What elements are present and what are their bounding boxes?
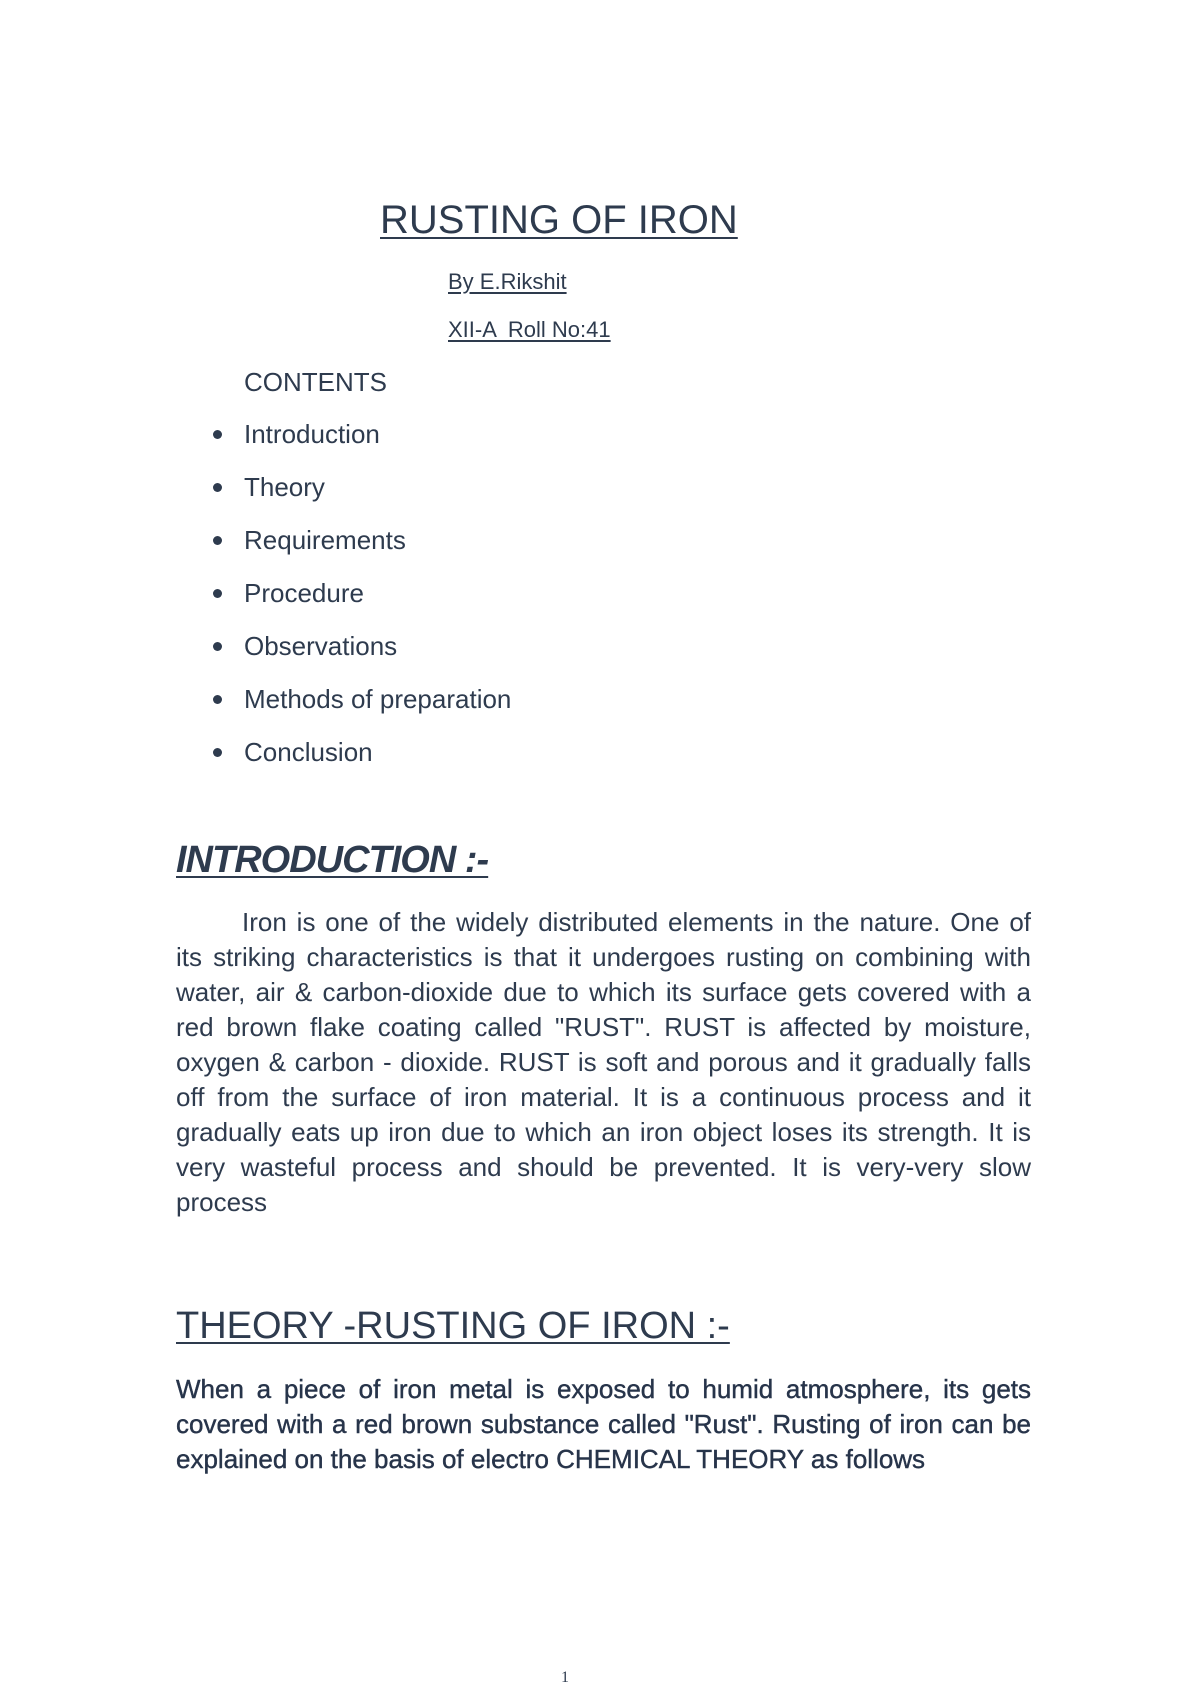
contents-item-label: Procedure bbox=[244, 578, 364, 608]
contents-item-label: Introduction bbox=[244, 419, 380, 449]
bullet-icon bbox=[213, 589, 222, 598]
list-item bbox=[206, 630, 511, 683]
contents-item-label: Requirements bbox=[244, 525, 406, 555]
contents-list bbox=[206, 418, 511, 789]
bullet-icon bbox=[213, 430, 222, 439]
list-item bbox=[206, 471, 511, 524]
theory-heading: THEORY -RUSTING OF IRON :- bbox=[176, 1305, 730, 1347]
list-item bbox=[206, 524, 511, 577]
introduction-heading: INTRODUCTION :- bbox=[176, 839, 489, 881]
theory-paragraph: When a piece of iron metal is exposed to humid atmosphere, its gets covered with a red brown substance called "Rust". Rusting of iron can be explained on the basis of electro CHEMICAL THEORY as follows bbox=[176, 1374, 1031, 1474]
list-item bbox=[206, 418, 511, 471]
bullet-icon bbox=[213, 483, 222, 492]
contents-item-label: Theory bbox=[244, 472, 325, 502]
contents-heading: CONTENTS bbox=[244, 367, 387, 397]
contents-item-label: Methods of preparation bbox=[244, 684, 512, 714]
author-line: By E.Rikshit bbox=[448, 269, 567, 294]
bullet-icon bbox=[213, 536, 222, 545]
page-number: 1 bbox=[561, 1669, 569, 1686]
bullet-icon bbox=[213, 695, 222, 704]
bullet-icon bbox=[213, 748, 222, 757]
list-item bbox=[206, 683, 511, 736]
document-title: RUSTING OF IRON bbox=[380, 198, 738, 242]
contents-item-label: Conclusion bbox=[244, 737, 373, 767]
list-item bbox=[206, 577, 511, 630]
introduction-paragraph: Iron is one of the widely distributed elements in the nature. One of its striking characteristics is that it undergoes rusting on combining with water, air & carbon-dioxide due to which its surface gets covered with a red brown flake coating called "RUST". RUST is affected by moisture, oxygen & carbon - dioxide. RUST is soft and porous and it gradually falls off from the surface of iron material. It is a continuous process and it gradually eats up iron due to which an iron object loses its strength. It is very wasteful process and should be prevented. It is very-very slow process bbox=[176, 907, 1031, 1217]
bullet-icon bbox=[213, 642, 222, 651]
list-item bbox=[206, 736, 511, 789]
class-roll-line: XII-A Roll No:41 bbox=[448, 317, 611, 342]
contents-item-label: Observations bbox=[244, 631, 398, 661]
